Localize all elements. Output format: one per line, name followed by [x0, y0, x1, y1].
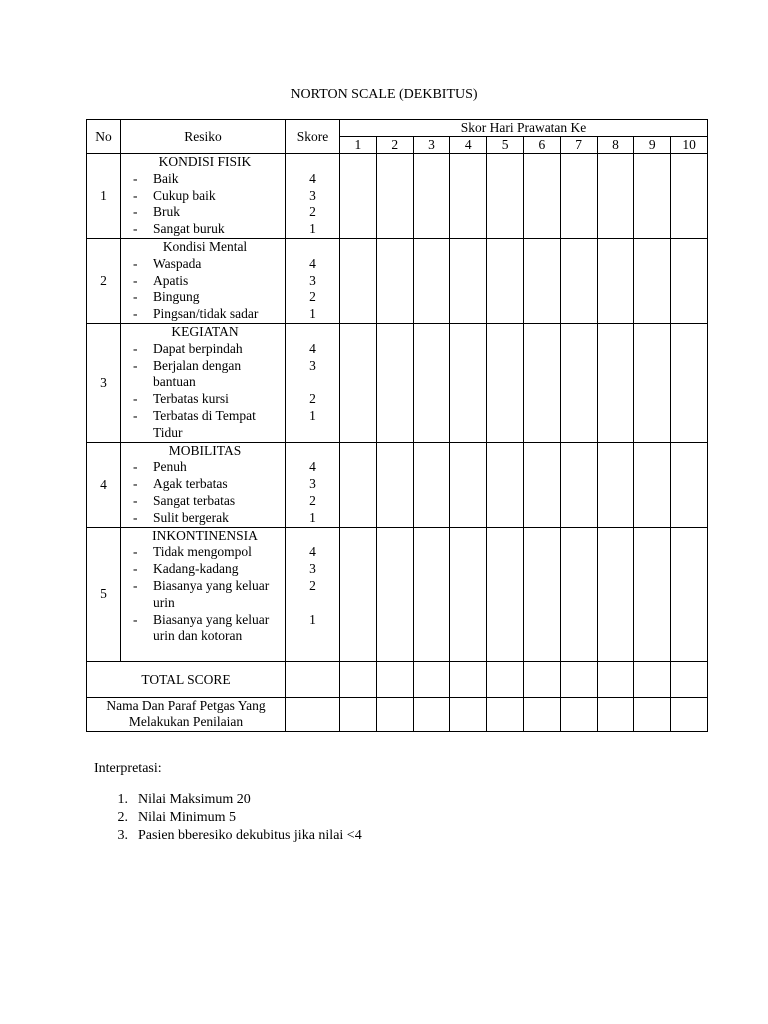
day-score-cell[interactable] — [671, 323, 708, 442]
score-value: 2 — [309, 391, 316, 407]
score-value: 3 — [309, 476, 316, 492]
category-heading: KEGIATAN — [171, 323, 239, 339]
table-row — [87, 323, 708, 442]
item-label: Biasanya yang keluar urin dan kotoran — [153, 611, 270, 644]
day-score-cell[interactable] — [450, 154, 487, 239]
score-value: 4 — [309, 255, 316, 271]
day-score-cell[interactable] — [634, 442, 671, 527]
criteria-item — [129, 358, 285, 392]
score-cell — [286, 154, 340, 239]
table-row — [87, 238, 708, 323]
item-label: Sangat buruk — [153, 221, 225, 237]
score-cell — [286, 442, 340, 527]
criteria-cell — [121, 442, 286, 527]
signature-cell[interactable] — [487, 697, 524, 731]
total-score-cell[interactable] — [487, 661, 524, 697]
item-label: Apatis — [153, 272, 189, 288]
criteria-item — [129, 221, 285, 238]
score-value: 3 — [309, 272, 316, 288]
interpretation-text: Nilai Minimum 5 — [138, 810, 236, 825]
criteria-item — [129, 459, 285, 476]
score-value: 1 — [309, 221, 316, 237]
item-label: Sulit bergerak — [153, 509, 229, 525]
criteria-item — [129, 289, 285, 306]
item-bullet: - — [133, 611, 138, 627]
item-bullet: - — [133, 407, 138, 423]
day-score-cell[interactable] — [634, 238, 671, 323]
criteria-item — [129, 391, 285, 408]
item-bullet: - — [133, 476, 138, 492]
header-day-2: 2 — [376, 137, 413, 154]
day-score-cell[interactable] — [340, 323, 377, 442]
day-score-cell[interactable] — [597, 154, 634, 239]
category-heading: MOBILITAS — [168, 442, 242, 458]
interpretation-number: 1. — [117, 792, 128, 807]
signature-cell[interactable] — [671, 697, 708, 731]
item-label: Bruk — [153, 204, 180, 220]
day-score-cell[interactable] — [487, 527, 524, 661]
criteria-item — [129, 171, 285, 188]
score-cell — [286, 527, 340, 661]
interpretation-item — [94, 791, 362, 809]
item-bullet: - — [133, 357, 138, 373]
signature-cell[interactable] — [597, 697, 634, 731]
total-score-label: TOTAL SCORE — [87, 661, 286, 697]
item-label: Penuh — [153, 459, 187, 475]
item-label: Bingung — [153, 289, 200, 305]
day-score-cell[interactable] — [376, 527, 413, 661]
item-bullet: - — [133, 306, 138, 322]
item-label: Cukup baik — [153, 187, 216, 203]
total-score-cell[interactable] — [560, 661, 597, 697]
day-score-cell[interactable] — [376, 442, 413, 527]
score-value: 2 — [309, 204, 316, 220]
day-score-cell[interactable] — [597, 527, 634, 661]
day-score-cell[interactable] — [634, 154, 671, 239]
item-bullet: - — [133, 561, 138, 577]
day-score-cell[interactable] — [523, 527, 560, 661]
item-label: Baik — [153, 170, 179, 186]
day-score-cell[interactable] — [597, 238, 634, 323]
score-value: 3 — [309, 561, 316, 577]
score-value: 1 — [309, 611, 316, 627]
interpretation-text: Pasien bberesiko dekubitus jika nilai <4 — [138, 828, 362, 843]
day-score-cell[interactable] — [560, 323, 597, 442]
item-label: Agak terbatas — [153, 476, 228, 492]
signature-cell[interactable] — [413, 697, 450, 731]
total-score-cell[interactable] — [671, 661, 708, 697]
total-score-cell[interactable] — [376, 661, 413, 697]
header-days-title: Skor Hari Prawatan Ke — [340, 120, 708, 137]
signature-cell[interactable] — [634, 697, 671, 731]
table-row — [87, 442, 708, 527]
day-score-cell[interactable] — [671, 154, 708, 239]
item-label: Terbatas di Tempat Tidur — [153, 407, 256, 440]
criteria-cell — [121, 154, 286, 239]
day-score-cell[interactable] — [450, 238, 487, 323]
row-number: 4 — [87, 442, 121, 527]
header-skore: Skore — [286, 120, 340, 154]
day-score-cell[interactable] — [413, 527, 450, 661]
signature-row — [87, 697, 708, 731]
criteria-item — [129, 273, 285, 290]
day-score-cell[interactable] — [340, 442, 377, 527]
category-heading: INKONTINENSIA — [152, 527, 258, 543]
item-bullet: - — [133, 459, 138, 475]
header-day-3: 3 — [413, 137, 450, 154]
score-value: 2 — [309, 289, 316, 305]
day-score-cell[interactable] — [523, 442, 560, 527]
total-score-cell[interactable] — [413, 661, 450, 697]
day-score-cell[interactable] — [634, 527, 671, 661]
total-score-cell[interactable] — [340, 661, 377, 697]
day-score-cell[interactable] — [487, 323, 524, 442]
day-score-cell[interactable] — [523, 238, 560, 323]
score-value: 1 — [309, 306, 316, 322]
signature-cell[interactable] — [560, 697, 597, 731]
score-value: 2 — [309, 492, 316, 508]
signature-cell[interactable] — [450, 697, 487, 731]
criteria-item — [129, 561, 285, 578]
category-heading: Kondisi Mental — [162, 238, 248, 254]
day-score-cell[interactable] — [671, 442, 708, 527]
day-score-cell[interactable] — [634, 323, 671, 442]
item-label: Berjalan dengan bantuan — [153, 357, 242, 390]
interpretation-title: Interpretasi: — [94, 761, 162, 776]
criteria-item — [129, 544, 285, 561]
day-score-cell[interactable] — [340, 527, 377, 661]
item-bullet: - — [133, 221, 138, 237]
day-score-cell[interactable] — [487, 442, 524, 527]
day-score-cell[interactable] — [376, 323, 413, 442]
item-bullet: - — [133, 187, 138, 203]
header-day-8: 8 — [597, 137, 634, 154]
item-bullet: - — [133, 289, 138, 305]
day-score-cell[interactable] — [340, 154, 377, 239]
interpretation-number: 2. — [117, 810, 128, 825]
item-bullet: - — [133, 544, 138, 560]
day-score-cell[interactable] — [523, 323, 560, 442]
day-score-cell[interactable] — [340, 238, 377, 323]
item-label: Tidak mengompol — [153, 544, 252, 560]
score-value: 1 — [309, 509, 316, 525]
total-score-row — [87, 661, 708, 697]
item-label: Sangat terbatas — [153, 492, 236, 508]
header-day-1: 1 — [340, 137, 377, 154]
criteria-cell — [121, 238, 286, 323]
score-value: 1 — [309, 407, 316, 423]
total-score-cell[interactable] — [523, 661, 560, 697]
day-score-cell[interactable] — [487, 238, 524, 323]
row-number: 2 — [87, 238, 121, 323]
header-resiko: Resiko — [121, 120, 286, 154]
score-cell — [286, 323, 340, 442]
criteria-item — [129, 510, 285, 527]
row-number: 5 — [87, 527, 121, 661]
item-bullet: - — [133, 577, 138, 593]
day-score-cell[interactable] — [376, 154, 413, 239]
day-score-cell[interactable] — [671, 527, 708, 661]
row-number: 3 — [87, 323, 121, 442]
interpretation-text: Nilai Maksimum 20 — [138, 792, 251, 807]
interpretation-number: 3. — [117, 828, 128, 843]
total-score-cell[interactable] — [597, 661, 634, 697]
day-score-cell[interactable] — [560, 154, 597, 239]
signature-cell[interactable] — [523, 697, 560, 731]
item-bullet: - — [133, 204, 138, 220]
item-label: Terbatas kursi — [153, 391, 229, 407]
item-bullet: - — [133, 509, 138, 525]
day-score-cell[interactable] — [560, 527, 597, 661]
day-score-cell[interactable] — [413, 442, 450, 527]
total-score-cell[interactable] — [286, 661, 340, 697]
header-day-9: 9 — [634, 137, 671, 154]
day-score-cell[interactable] — [450, 442, 487, 527]
header-day-7: 7 — [560, 137, 597, 154]
day-score-cell[interactable] — [597, 323, 634, 442]
day-score-cell[interactable] — [487, 154, 524, 239]
item-label: Pingsan/tidak sadar — [153, 306, 259, 322]
norton-scale-table — [86, 119, 708, 732]
day-score-cell[interactable] — [413, 238, 450, 323]
item-label: Dapat berpindah — [153, 340, 243, 356]
item-bullet: - — [133, 340, 138, 356]
score-cell — [286, 238, 340, 323]
criteria-item — [129, 306, 285, 323]
criteria-item — [129, 256, 285, 273]
item-bullet: - — [133, 170, 138, 186]
score-value: 4 — [309, 544, 316, 560]
day-score-cell[interactable] — [413, 323, 450, 442]
day-score-cell[interactable] — [413, 154, 450, 239]
header-no: No — [87, 120, 121, 154]
table-row — [87, 154, 708, 239]
header-day-5: 5 — [487, 137, 524, 154]
day-score-cell[interactable] — [376, 238, 413, 323]
score-value: 4 — [309, 340, 316, 356]
row-number: 1 — [87, 154, 121, 239]
score-value: 4 — [309, 459, 316, 475]
day-score-cell[interactable] — [560, 442, 597, 527]
signature-label: Nama Dan Paraf Petgas Yang Melakukan Penilaian — [87, 697, 286, 731]
item-bullet: - — [133, 391, 138, 407]
day-score-cell[interactable] — [450, 323, 487, 442]
interpretation-item — [94, 827, 362, 845]
day-score-cell[interactable] — [597, 442, 634, 527]
signature-cell[interactable] — [376, 697, 413, 731]
criteria-item — [129, 204, 285, 221]
signature-cell[interactable] — [286, 697, 340, 731]
criteria-cell — [121, 527, 286, 661]
criteria-item — [129, 578, 285, 612]
total-score-cell[interactable] — [450, 661, 487, 697]
score-value: 3 — [309, 187, 316, 203]
category-heading: KONDISI FISIK — [158, 154, 252, 169]
item-bullet: - — [133, 255, 138, 271]
score-value: 2 — [309, 577, 316, 593]
table-row — [87, 527, 708, 661]
signature-cell[interactable] — [340, 697, 377, 731]
criteria-item — [129, 188, 285, 205]
criteria-item — [129, 612, 285, 646]
day-score-cell[interactable] — [560, 238, 597, 323]
item-bullet: - — [133, 272, 138, 288]
item-label: Waspada — [153, 255, 202, 271]
item-bullet: - — [133, 492, 138, 508]
interpretation-item — [94, 809, 362, 827]
criteria-item — [129, 493, 285, 510]
header-day-4: 4 — [450, 137, 487, 154]
header-day-6: 6 — [523, 137, 560, 154]
item-label: Kadang-kadang — [153, 561, 239, 577]
criteria-item — [129, 341, 285, 358]
score-value: 4 — [309, 170, 316, 186]
criteria-item — [129, 476, 285, 493]
total-score-cell[interactable] — [634, 661, 671, 697]
day-score-cell[interactable] — [450, 527, 487, 661]
interpretation-list — [94, 791, 362, 845]
day-score-cell[interactable] — [671, 238, 708, 323]
item-label: Biasanya yang keluar urin — [153, 577, 270, 610]
page-title: NORTON SCALE (DEKBITUS) — [290, 87, 478, 102]
header-day-10: 10 — [671, 137, 708, 154]
criteria-cell — [121, 323, 286, 442]
criteria-item — [129, 408, 285, 442]
day-score-cell[interactable] — [523, 154, 560, 239]
score-value: 3 — [309, 357, 316, 373]
